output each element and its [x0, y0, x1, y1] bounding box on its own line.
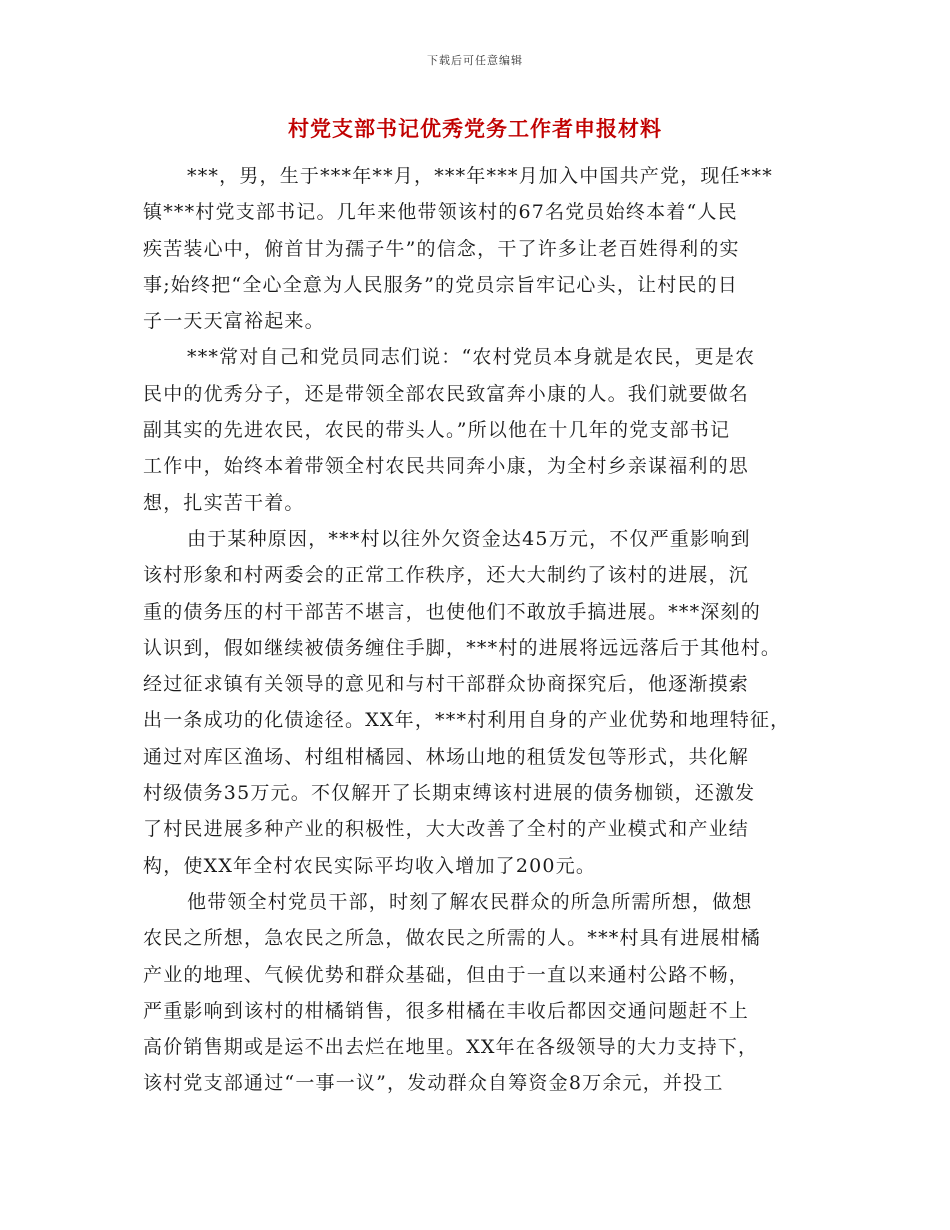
paragraph-line: 村级债务35万元。不仅解开了长期束缚该村进展的债务枷锁，还激发: [143, 782, 756, 805]
paragraph-line: 出一条成功的化债途径。XX年，***村利用自身的产业优势和地理特征，: [143, 709, 791, 732]
paragraph-line: 产业的地理、气候优势和群众基础，但由于一直以来通村公路不畅，: [143, 963, 750, 986]
paragraph-line: 该村党支部通过“一事一议”，发动群众自筹资金8万余元，并投工: [143, 1072, 724, 1095]
paragraph-line: 想，扎实苦干着。: [143, 491, 305, 514]
paragraph-line: ***，男，生于***年**月，***年***月加入中国共产党，现任***: [187, 165, 773, 187]
paragraph-line: 构，使XX年全村农民实际平均收入增加了200元。: [143, 854, 597, 877]
page-header-note: 下载后可任意编辑: [427, 54, 523, 67]
paragraph-4: [143, 884, 823, 1102]
paragraph-line: 该村形象和村两委会的正常工作秩序，还大大制约了该村的进展，沉: [143, 564, 750, 587]
paragraph-line: 严重影响到该村的柑橘销售，很多柑橘在丰收后都因交通问题赶不上: [143, 999, 750, 1022]
paragraph-line: 认识到，假如继续被债务缠住手脚，***村的进展将远远落后于其他村。: [143, 636, 782, 659]
paragraph-line: 经过征求镇有关领导的意见和与村干部群众协商探究后，他逐渐摸索: [143, 673, 750, 696]
paragraph-line: 他带领全村党员干部，时刻了解农民群众的所急所需所想，做想: [187, 890, 753, 913]
paragraph-line: 事;始终把“全心全意为人民服务”的党员宗旨牢记心头，让村民的日: [143, 273, 739, 296]
paragraph-1: [143, 158, 823, 339]
paragraph-line: 由于某种原因，***村以往外欠资金达45万元，不仅严重影响到: [187, 527, 751, 550]
paragraph-line: 子一天天富裕起来。: [143, 310, 325, 333]
paragraph-line: 了村民进展多种产业的积极性，大大改善了全村的产业模式和产业结: [143, 818, 750, 841]
paragraph-line: 农民之所想，急农民之所急，做农民之所需的人。***村具有进展柑橘: [143, 927, 761, 950]
paragraph-line: 疾苦装心中，俯首甘为孺子牛”的信念，干了许多让老百姓得利的实: [143, 237, 740, 260]
paragraph-2: [143, 339, 823, 520]
document-body: [143, 158, 823, 1102]
paragraph-line: 民中的优秀分子，还是带领全部农民致富奔小康的人。我们就要做名: [143, 382, 750, 405]
paragraph-line: 高价销售期或是运不出去烂在地里。XX年在各级领导的大力支持下，: [143, 1036, 759, 1059]
paragraph-line: 镇***村党支部书记。几年来他带领该村的67名党员始终本着“人民: [143, 201, 738, 224]
paragraph-line: 重的债务压的村干部苦不堪言，也使他们不敢放手搞进展。***深刻的: [143, 600, 761, 623]
paragraph-line: 副其实的先进农民，农民的带头人。”所以他在十几年的党支部书记: [143, 419, 731, 442]
paragraph-line: ***常对自己和党员同志们说：“农村党员本身就是农民，更是农: [187, 346, 756, 369]
paragraph-line: 工作中，始终本着带领全村农民共同奔小康，为全村乡亲谋福利的思: [143, 455, 750, 478]
document-title: 村党支部书记优秀党务工作者申报材料: [288, 116, 662, 141]
paragraph-3: [143, 521, 823, 884]
paragraph-line: 通过对库区渔场、村组柑橘园、林场山地的租赁发包等形式，共化解: [143, 745, 750, 768]
